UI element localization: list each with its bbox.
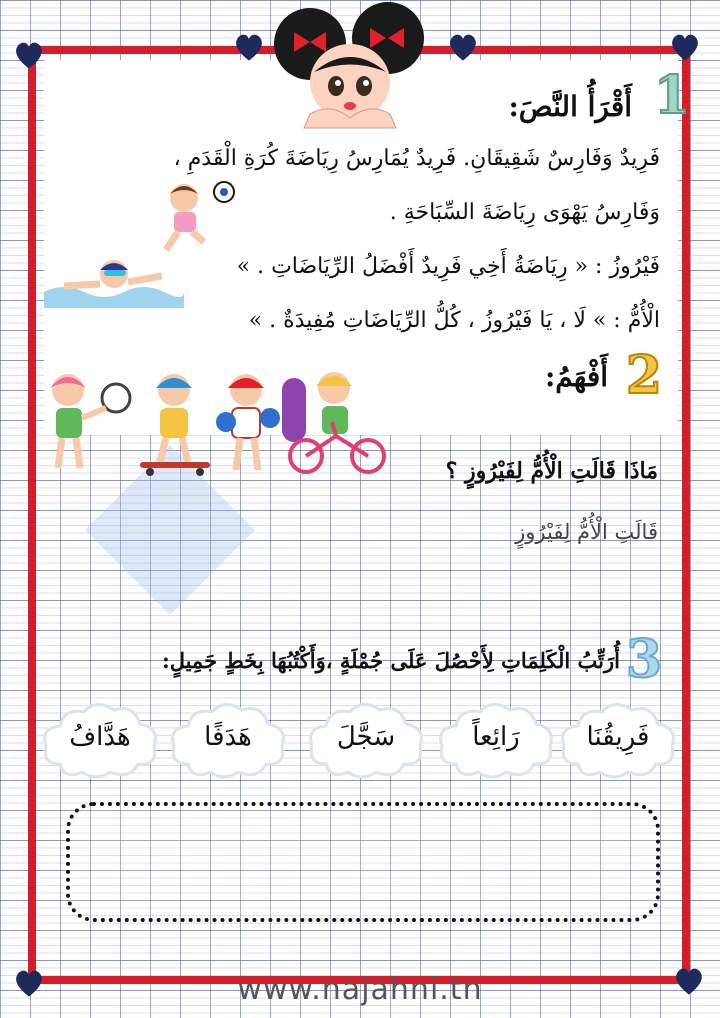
text-line-3: فَيْرُوزُ : « رِيَاضَةُ أَخِي فَرِيدٌ أَفْضَلُ الرِّيَاضَاتِ . » [236,254,660,279]
heart-icon [232,30,266,64]
word-label: هَدَّافُ [69,722,131,752]
word-cloud[interactable] [436,700,556,782]
heart-icon [446,30,480,64]
site-watermark: www.najahni.tn [237,972,483,1007]
swimmer-illustration [44,252,184,308]
understand-heading: أَفْهَمُ: [544,360,608,393]
word-cloud[interactable] [168,700,288,782]
comprehension-question: مَاذَا قَالَتِ الْأُمُّ لِفَيْرُوزٍ ؟ [445,458,658,484]
arrange-instruction: أُرَتِّبُ الْكَلِمَاتِ لِأَحْصُلَ عَلَى جُمْلَةٍ ،وَأَكْتُبُهَا بِخَطٍ جَمِيلٍ: [161,648,620,673]
section-number-1: 1 [653,65,690,126]
girl-mascot-illustration [270,2,430,130]
word-label: رَائِعاً [472,722,520,752]
answer-starter: قَالَتِ الْأُمُّ لِفَيْرُوزٍ [515,520,658,544]
word-cloud[interactable] [40,700,160,782]
reading-heading: أَقْرَأُ النَّصَ: [508,90,632,123]
text-line-1: فَرِيدٌ وَفَارِسٌ شَقِيقَانِ. فَرِيدٌ يُمَارِسُ رِيَاضَةَ كُرَةِ الْقَدَمِ ، [173,146,660,171]
text-line-4: الْأُمُّ : » لَا ، يَا فَيْرُوزُ ، كُلُّ الرِّيَاضَاتِ مُفِيدَةٌ . » [248,308,660,333]
tennis-girl-illustration [36,368,136,472]
word-cloud[interactable] [306,700,426,782]
text-line-2: وَفَارِسُ يَهْوَى رِيَاضَةَ السِّبَاحَةِ . [389,200,660,225]
football-boy-illustration [148,176,238,256]
word-cloud[interactable] [558,700,678,782]
word-label: هَدَفًا [204,722,252,752]
word-label: فَرِيقُنَا [586,722,650,752]
frame-left [28,46,36,984]
heart-icon [668,30,702,64]
word-label: سَجَّلَ [336,722,396,752]
section-number-3: 3 [625,629,662,690]
frame-right [682,46,690,984]
cyclist-kid-illustration [288,366,388,476]
section-number-2: 2 [625,345,662,406]
sentence-answer-box[interactable] [66,802,660,922]
heart-icon [12,38,46,72]
skateboard-kid-illustration [130,366,220,476]
